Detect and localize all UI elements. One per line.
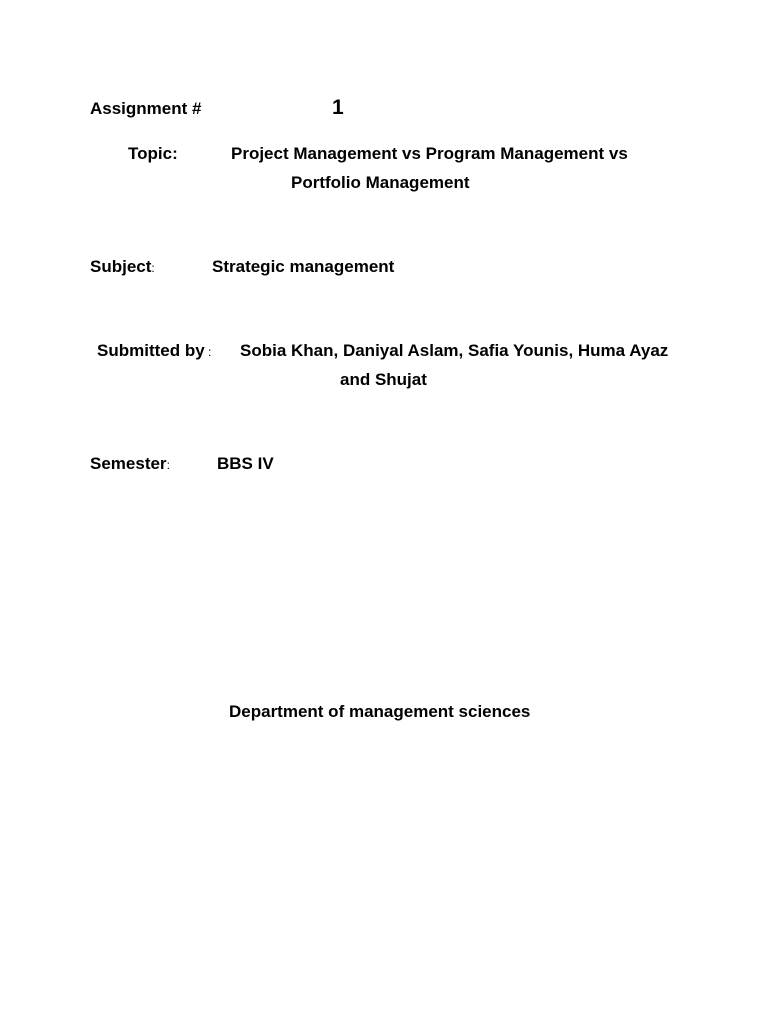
subject-colon: : — [151, 261, 155, 275]
topic-line-2: Portfolio Management — [291, 173, 470, 192]
assignment-label: Assignment # — [90, 99, 202, 118]
topic-label: Topic: — [128, 144, 178, 163]
assignment-number: 1 — [332, 96, 344, 119]
submitted-by-line-2: and Shujat — [340, 370, 427, 389]
subject-label: Subject — [90, 257, 152, 276]
subject-row — [90, 257, 155, 278]
semester-row — [90, 454, 170, 475]
semester-value: BBS IV — [217, 454, 274, 473]
topic-line-1: Project Management vs Program Management vs — [231, 144, 628, 163]
department-name: Department of management sciences — [229, 702, 531, 721]
semester-colon: : — [166, 458, 170, 472]
semester-label: Semester — [90, 454, 167, 473]
submitted-by-row — [97, 341, 211, 362]
subject-value: Strategic management — [212, 257, 395, 276]
submitted-by-colon: : — [204, 345, 212, 359]
submitted-by-label: Submitted by — [97, 341, 205, 360]
submitted-by-line-1: Sobia Khan, Daniyal Aslam, Safia Younis, Huma Ayaz — [240, 341, 669, 360]
